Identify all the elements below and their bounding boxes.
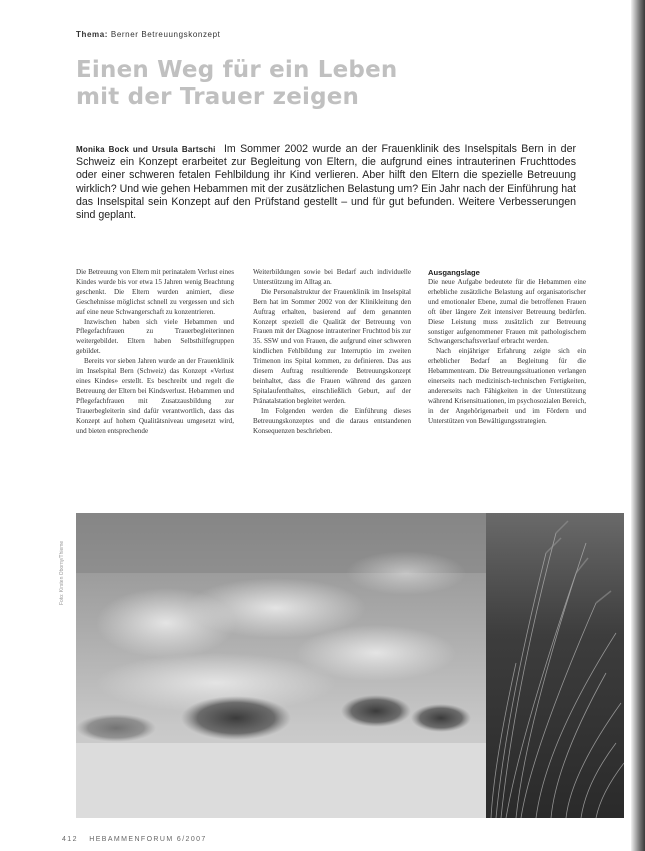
paragraph: Bereits vor sieben Jahren wurde an der Frauenklinik im Inselspital Bern (Schweiz) das Konzept «Verlust eines Kindes» erstellt. Es beschreibt und regelt die Betreuung der Eltern bei Kindsverlust. Hebammen und Pflegefachfrauen mit Zusatzausbildung zur Trauerbegleiterin sind dafür verantwortlich, dass das Konzept auf hohem Qualitätsniveau umgesetzt wird, und bieten entsprechende [76, 357, 234, 435]
paragraph: Weiterbildungen sowie bei Bedarf auch individuelle Unterstützung im Alltag an. [253, 268, 411, 286]
lead-paragraph [76, 143, 576, 222]
paragraph: Inzwischen haben sich viele Hebammen und Pflegefachfrauen zu Trauerbegleiterinnen weitergebildet. Eltern haben Selbsthilfegruppen gebildet. [76, 317, 234, 356]
journal-name: HEBAMMENFORUM 6/2007 [89, 836, 207, 843]
body-column-1 [76, 268, 234, 436]
page-footer [62, 836, 207, 843]
page-number: 412 [62, 836, 78, 843]
paragraph: Die Betreuung von Eltern mit perinatalem Verlust eines Kindes wurde bis vor etwa 15 Jahren wenig Beachtung geschenkt. Die Eltern wurden animiert, diese Geschehnisse möglichst schnell zu vergessen und sich auf eine neue Schwangerschaft zu konzentrieren. [76, 268, 234, 316]
photo-image [76, 513, 624, 818]
page-edge-shadow [631, 0, 645, 851]
paragraph: Nach einjähriger Erfahrung zeigte sich ein erheblicher Bedarf an Begleitung für die Hebammenteam. Die Betreuungssituationen verlangen einerseits nach medizinisch-technischen Fertigkeiten, andererseits nach Fähigkeiten in der Unterstützung während Krisensituationen, im psychosozialen Bereich, in der Angehörigenarbeit und im Fördern und Unterstützen von Bewältigungsstrategien. [428, 347, 586, 425]
paragraph: Im Folgenden werden die Einführung dieses Betreuungskonzeptes und die daraus entstandenen Konsequenzen beschrieben. [253, 406, 411, 435]
lead-text: Im Sommer 2002 wurde an der Frauenklinik des Inselspitals Bern in der Schweiz ein Konzept erarbeitet zur Begleitung von Eltern, die aufgrund eines intrauterinen Fruchttodes oder einer schweren fetalen Fehlbildung ihr Kind verlieren. Aber hilft den Eltern die spezielle Betreuung wirklich? Und wie gehen Hebammen mit der zusätzlichen Belastung um? Ein Jahr nach der Einführung hat das Inselspital sein Konzept auf den Prüfstand gestellt – und für gut befunden. Weitere Verbesserungen sind geplant. [76, 143, 576, 222]
kicker-topic: Berner Betreuungskonzept [110, 30, 221, 39]
section-heading: Ausgangslage [428, 268, 480, 277]
paragraph: Die Personalstruktur der Frauenklinik im Inselspital Bern hat im Sommer 2002 von der Klinikleitung den Auftrag erhalten, basierend auf dem genannten Konzept speziell die Qualität der Betreuung von Frauen mit der Diagnose intrauteriner Fruchttod bis zur 35. SSW und von Frauen, die aufgrund einer schweren kindlichen Fehlbildung zur Interruptio im zweiten Trimenon ins Spital kommen, zu definieren. Das aus diesem Auftrag resultierende Betreuungskonzept beinhaltet, dass die Frauen während des ganzen Spitalaufenthaltes, einschließlich Geburt, auf der Pränatalstation begleitet werden. [253, 287, 411, 405]
paragraph: Die neue Aufgabe bedeutete für die Hebammen eine erhebliche zusätzliche Belastung auf organisatorischer und emotionaler Ebene, zumal die betroffenen Frauen oft über längere Zeit intensiver Betreuung bedürfen. Diese Leistung muss zusätzlich zur Betreuung sonstiger aufgenommener Frauen mit pathologischem Schwangerschaftsverlauf erbracht werden. [428, 278, 586, 346]
body-column-3 [428, 268, 586, 427]
body-column-2 [253, 268, 411, 436]
authors: Monika Bock und Ursula Bartschi [76, 145, 216, 154]
article-headline [76, 57, 476, 111]
headline-line-2: mit der Trauer zeigen [76, 84, 360, 110]
photo-credit: Foto: Kirsten Oborny/Thieme [59, 540, 65, 605]
topic-kicker [76, 30, 220, 39]
headline-line-1: Einen Weg für ein Leben [76, 57, 398, 83]
landscape-photo [76, 513, 624, 818]
kicker-label: Thema: [76, 30, 109, 39]
